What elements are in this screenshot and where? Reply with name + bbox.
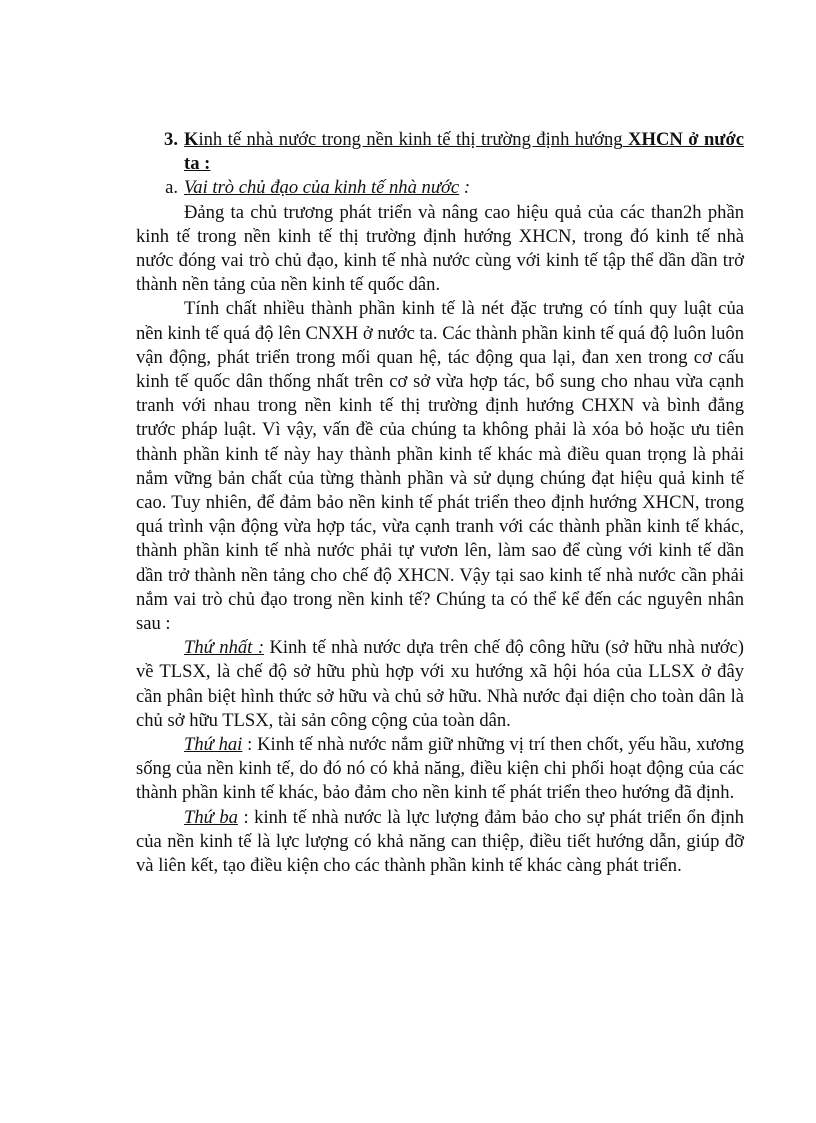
section-title-initial: K <box>184 129 199 150</box>
paragraph-3 <box>136 636 744 733</box>
subsection-heading <box>136 176 744 200</box>
paragraph-2: Tính chất nhiều thành phần kinh tế là nét đặc trưng có tính quy luật của nền kinh tế quá độ lên CNXH ở nước ta. Các thành phần kinh tế quá độ luôn luôn vận động, phát triển trong mối quan hệ, tác động qua lại, đan xen trong cơ cấu kinh tế quốc dân thống nhất trên cơ sở vừa hợp tác, bổ sung cho nhau vừa cạnh tranh với nhau trong nền kinh tế thị trường định hướng CHXN và bình đẳng trước pháp luật. Vì vậy, vấn đề của chúng ta không phải là xóa bỏ hoặc ưu tiên thành phần kinh tế này hay thành phần kinh tế khác mà điều quan trọng là phải nắm vững bản chất của từng thành phần và sử dụng chúng đạt hiệu quả kinh tế cao. Tuy nhiên, để đảm bảo nền kinh tế phát triển theo định hướng XHCN, trong quá trình vận động vừa hợp tác, vừa cạnh tranh với các thành phần kinh tế khác, thành phần kinh tế nhà nước phải tự vươn lên, làm sao để cùng với kinh tế dần dần trở thành nền tảng cho chế độ XHCN. Vậy tại sao kinh tế nhà nước cần phải nắm vai trò chủ đạo trong nền kinh tế? Chúng ta có thể kể đến các nguyên nhân sau : <box>136 298 744 635</box>
paragraph-1: Đảng ta chủ trương phát triển và nâng cao hiệu quả của các than2h phần kinh tế trong nền kinh tế thị trường định hướng XHCN, trong đó kinh tế nhà nước đóng vai trò chủ đạo, kinh tế nhà nước cùng với kinh tế tập thể dần dần trở thành nền tảng của nền kinh tế quốc dân. <box>136 201 744 296</box>
subsection-suffix: : <box>459 177 471 199</box>
subsection-letter: a. <box>165 177 178 199</box>
paragraph-4-body: : Kinh tế nhà nước nắm giữ những vị trí then chốt, yếu hầu, xương sống của nền kinh tế, do đó nó có khả năng, điều kiện chi phối hoạt động của các thành phần kinh tế khác, bảo đảm cho nền kinh tế phát triển theo hướng đã định. <box>136 734 744 804</box>
paragraph-3-body: Kinh tế nhà nước dựa trên chế độ công hữu (sở hữu nhà nước) về TLSX, là chế độ sở hữu phù hợp với xu hướng xã hội hóa của LLSX ở đây cần phân biệt hình thức sở hữu và chủ sở hữu. Nhà nước đại diện cho toàn dân là chủ sở hữu TLSX, tài sản công cộng của toàn dân. <box>136 637 744 731</box>
section-heading <box>136 128 744 176</box>
section-title-bold: XHCN <box>628 129 683 150</box>
paragraph-4-lead: Thứ hai <box>184 734 243 756</box>
subsection-title: Vai trò chủ đạo của kinh tế nhà nước <box>184 177 460 199</box>
section-title-main: inh tế nhà nước trong nền kinh tế thị trường định hướng <box>198 129 623 150</box>
section-number: 3. <box>164 129 178 150</box>
section-title <box>184 128 744 176</box>
paragraph-5-lead: Thứ ba <box>184 806 238 828</box>
section-title-tail: ở nước ta : <box>184 129 744 175</box>
paragraph-4 <box>136 733 744 806</box>
paragraph-5-body: : kinh tế nhà nước là lực lượng đảm bảo cho sự phát triển ổn định của nền kinh tế là lực lượng có khả năng can thiệp, điều tiết hướng dẫn, giúp đỡ và liên kết, tạo điều kiện cho các thành phần kinh tế khác càng phát triển. <box>136 806 744 877</box>
document-page <box>136 128 744 878</box>
paragraph-5 <box>136 806 744 879</box>
paragraph-3-lead: Thứ nhất : <box>184 637 265 659</box>
